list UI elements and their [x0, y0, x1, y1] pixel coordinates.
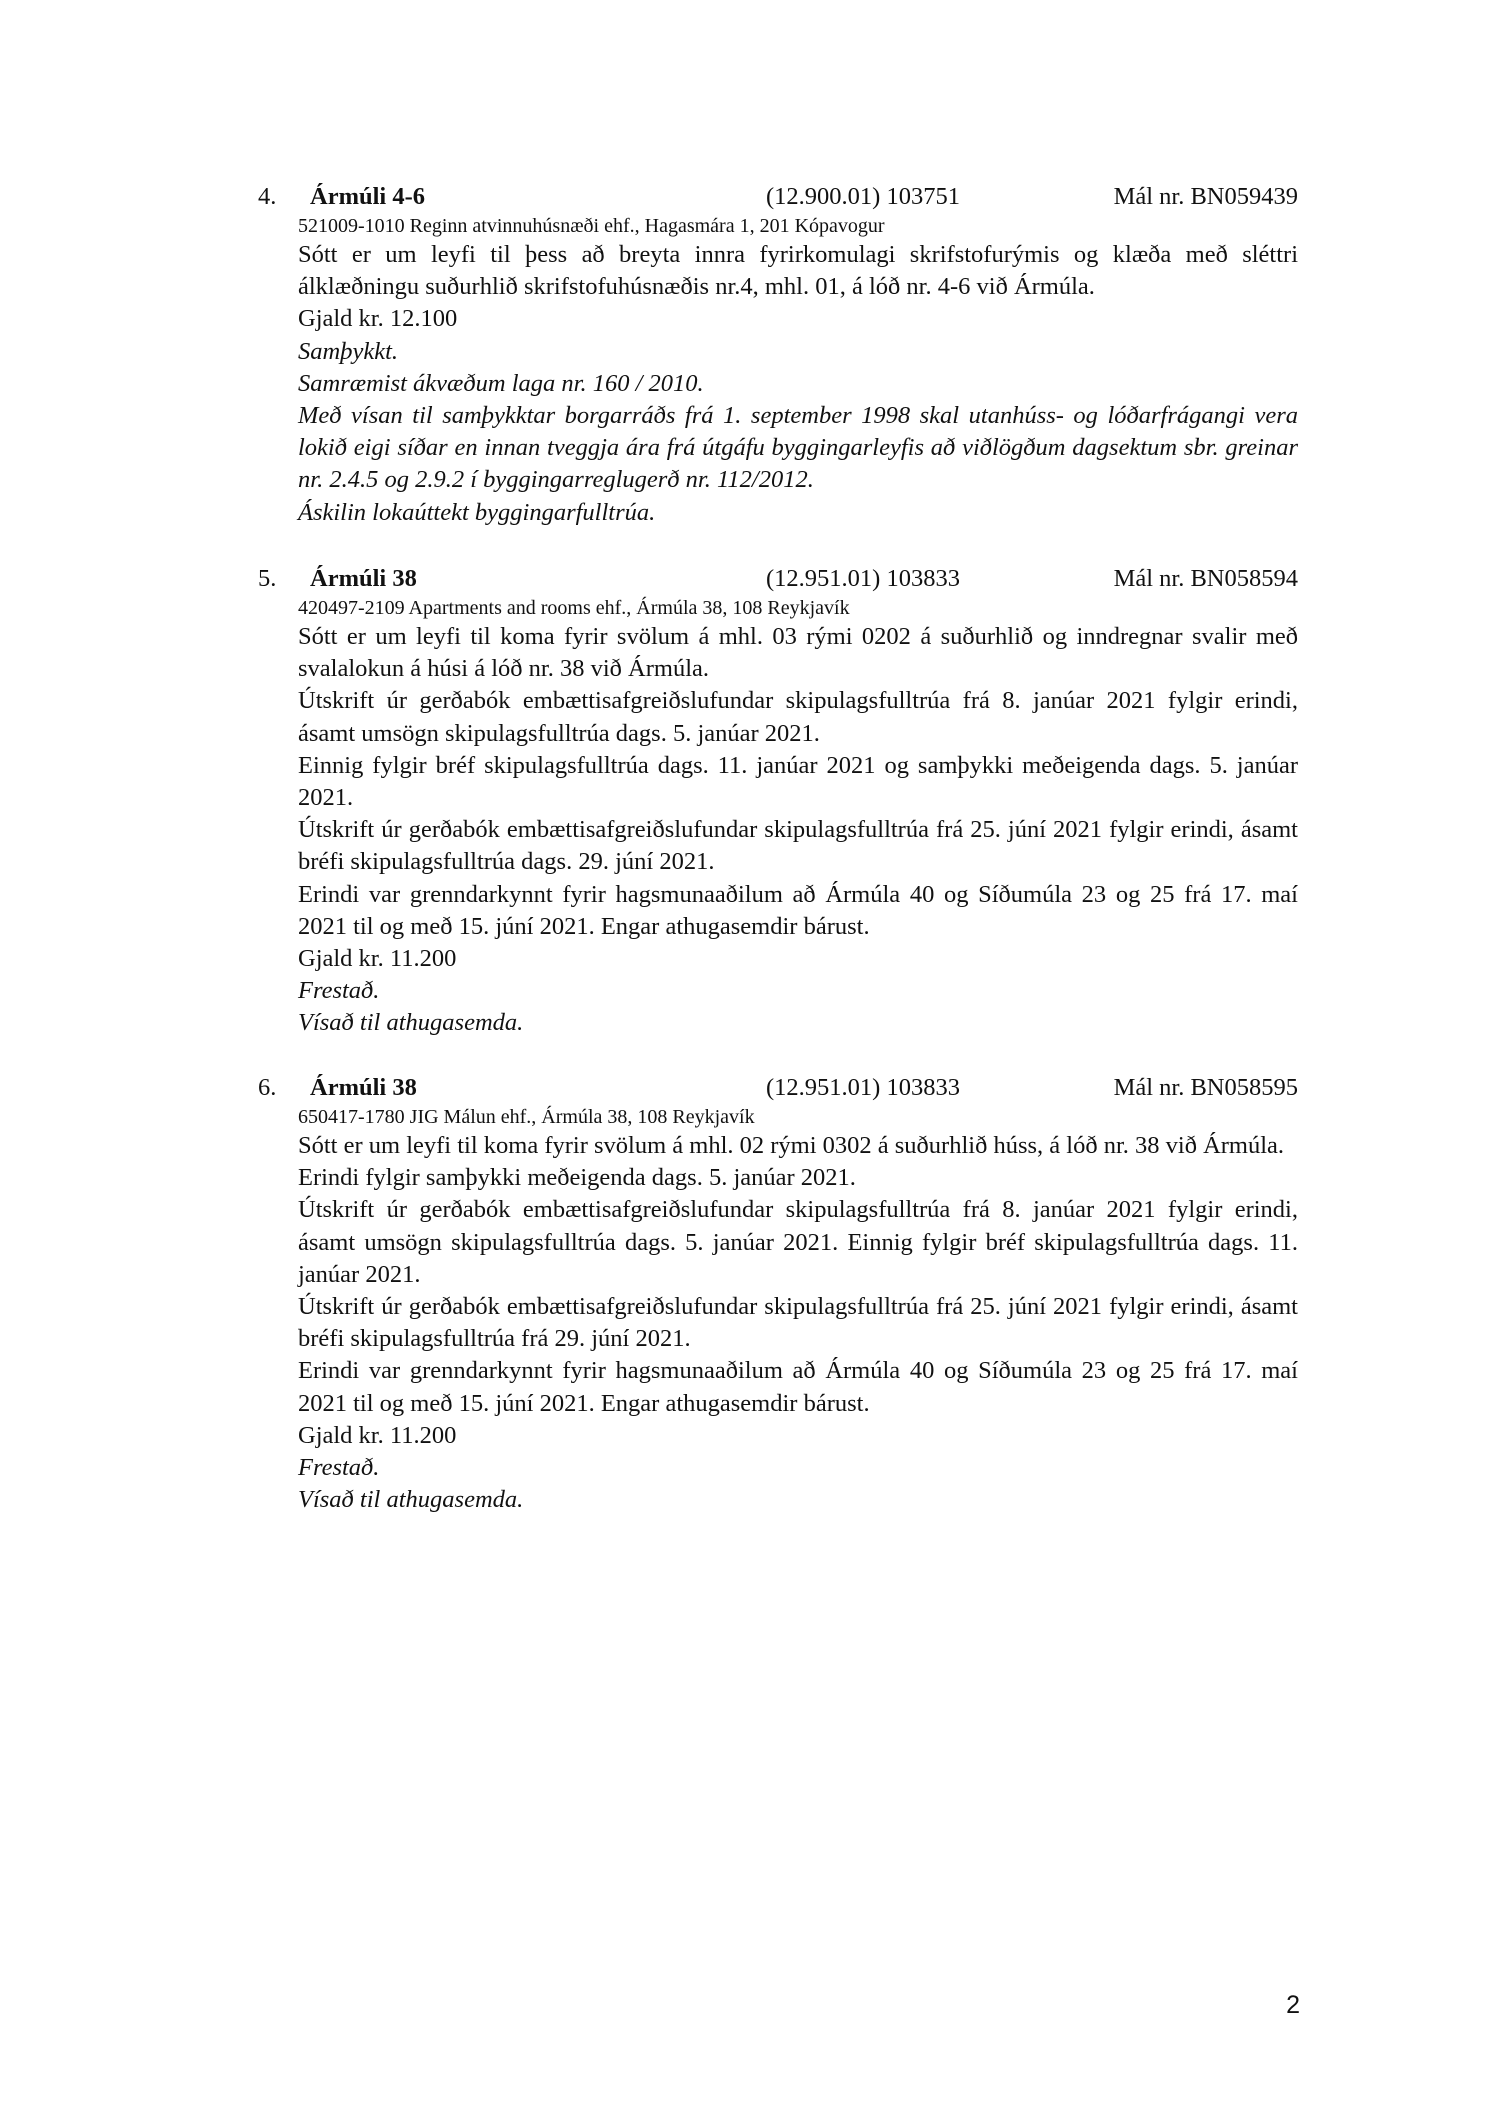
- description-paragraph: Erindi var grenndarkynnt fyrir hagsmunaaðilum að Ármúla 40 og Síðumúla 23 og 25 frá 17. maí 2021 til og með 15. júní 2021. Engar athugasemdir bárust.: [298, 1357, 1298, 1417]
- item-header: [258, 562, 1298, 596]
- agenda-item-4: [258, 180, 1298, 529]
- item-number: 4.: [258, 183, 277, 210]
- decision-line: Með vísan til samþykktar borgarráðs frá 1. september 1998 skal utanhúss- og lóðarfrágangi vera lokið eigi síðar en innan tveggja ára frá útgáfu byggingarleyfis að viðlögðum dagsektum sbr. greinar nr. 2.4.5 og 2.9.2 í byggingarreglugerð nr. 112/2012.: [298, 402, 1298, 494]
- item-header: [258, 180, 1298, 214]
- agenda-item-5: [258, 562, 1298, 1040]
- description-paragraph: Sótt er um leyfi til þess að breyta innra fyrirkomulagi skrifstofurýmis og klæða með sléttri álklæðningu suðurhlið skrifstofuhúsnæðis nr.4, mhl. 01, á lóð nr. 4-6 við Ármúla.: [298, 241, 1298, 301]
- page-number: 2: [1286, 1991, 1300, 2019]
- agenda-item-6: [258, 1071, 1298, 1516]
- property-reference: (12.951.01) 103833: [766, 1074, 960, 1101]
- applicant-line: 521009-1010 Reginn atvinnuhúsnæði ehf., Hagasmára 1, 201 Kópavogur: [298, 215, 885, 237]
- description-paragraph: Erindi fylgir samþykki meðeigenda dags. 5. janúar 2021.: [298, 1164, 856, 1192]
- decision-line: Áskilin lokaúttekt byggingarfulltrúa.: [298, 498, 656, 526]
- decision-line: Samræmist ákvæðum laga nr. 160 / 2010.: [298, 369, 704, 397]
- property-reference: (12.951.01) 103833: [766, 565, 960, 592]
- description-paragraph: Útskrift úr gerðabók embættisafgreiðslufundar skipulagsfulltrúa frá 25. júní 2021 fylgir erindi, ásamt bréfi skipulagsfulltrúa dags. 29. júní 2021.: [298, 816, 1298, 876]
- description-paragraph: Útskrift úr gerðabók embættisafgreiðslufundar skipulagsfulltrúa frá 8. janúar 2021 fylgir erindi, ásamt umsögn skipulagsfulltrúa dags. 5. janúar 2021.: [298, 687, 1298, 747]
- decision-line: Vísað til athugasemda.: [298, 1009, 524, 1037]
- fee-line: Gjald kr. 12.100: [298, 305, 458, 333]
- property-reference: (12.900.01) 103751: [766, 183, 960, 210]
- fee-line: Gjald kr. 11.200: [298, 945, 457, 973]
- decision-line: Frestað.: [298, 1454, 380, 1482]
- description-paragraph: Útskrift úr gerðabók embættisafgreiðslufundar skipulagsfulltrúa frá 25. júní 2021 fylgir erindi, ásamt bréfi skipulagsfulltrúa frá 29. júní 2021.: [298, 1293, 1298, 1353]
- applicant-line: 420497-2109 Apartments and rooms ehf., Ármúla 38, 108 Reykjavík: [298, 597, 850, 619]
- case-number: Mál nr. BN058594: [1113, 565, 1298, 592]
- description-paragraph: Sótt er um leyfi til koma fyrir svölum á mhl. 02 rými 0302 á suðurhlið húss, á lóð nr. 38 við Ármúla.: [298, 1132, 1285, 1159]
- case-number: Mál nr. BN059439: [1113, 183, 1298, 210]
- decision-line: Samþykkt.: [298, 337, 398, 365]
- item-title: Ármúli 38: [310, 565, 417, 592]
- description-paragraph: Sótt er um leyfi til koma fyrir svölum á mhl. 03 rými 0202 á suðurhlið og inndregnar svalir með svalalokun á húsi á lóð nr. 38 við Ármúla.: [298, 623, 1298, 683]
- item-body: [298, 1105, 1298, 1516]
- decision-line: Frestað.: [298, 977, 380, 1005]
- item-body: [298, 596, 1298, 1040]
- decision-line: Vísað til athugasemda.: [298, 1486, 524, 1514]
- item-title: Ármúli 4-6: [310, 183, 425, 210]
- description-paragraph: Einnig fylgir bréf skipulagsfulltrúa dags. 11. janúar 2021 og samþykki meðeigenda dags. 5. janúar 2021.: [298, 751, 1298, 812]
- item-number: 5.: [258, 565, 277, 592]
- applicant-line: 650417-1780 JIG Málun ehf., Ármúla 38, 108 Reykjavík: [298, 1106, 755, 1128]
- description-paragraph: Útskrift úr gerðabók embættisafgreiðslufundar skipulagsfulltrúa frá 8. janúar 2021 fylgir erindi, ásamt umsögn skipulagsfulltrúa dags. 5. janúar 2021. Einnig fylgir bréf skipulagsfulltrúa dags. 11. janúar 2021.: [298, 1196, 1298, 1288]
- case-number: Mál nr. BN058595: [1113, 1074, 1298, 1101]
- fee-line: Gjald kr. 11.200: [298, 1421, 457, 1449]
- item-number: 6.: [258, 1074, 277, 1101]
- item-title: Ármúli 38: [310, 1074, 417, 1101]
- item-body: [298, 214, 1298, 529]
- item-header: [258, 1071, 1298, 1105]
- description-paragraph: Erindi var grenndarkynnt fyrir hagsmunaaðilum að Ármúla 40 og Síðumúla 23 og 25 frá 17. maí 2021 til og með 15. júní 2021. Engar athugasemdir bárust.: [298, 880, 1298, 940]
